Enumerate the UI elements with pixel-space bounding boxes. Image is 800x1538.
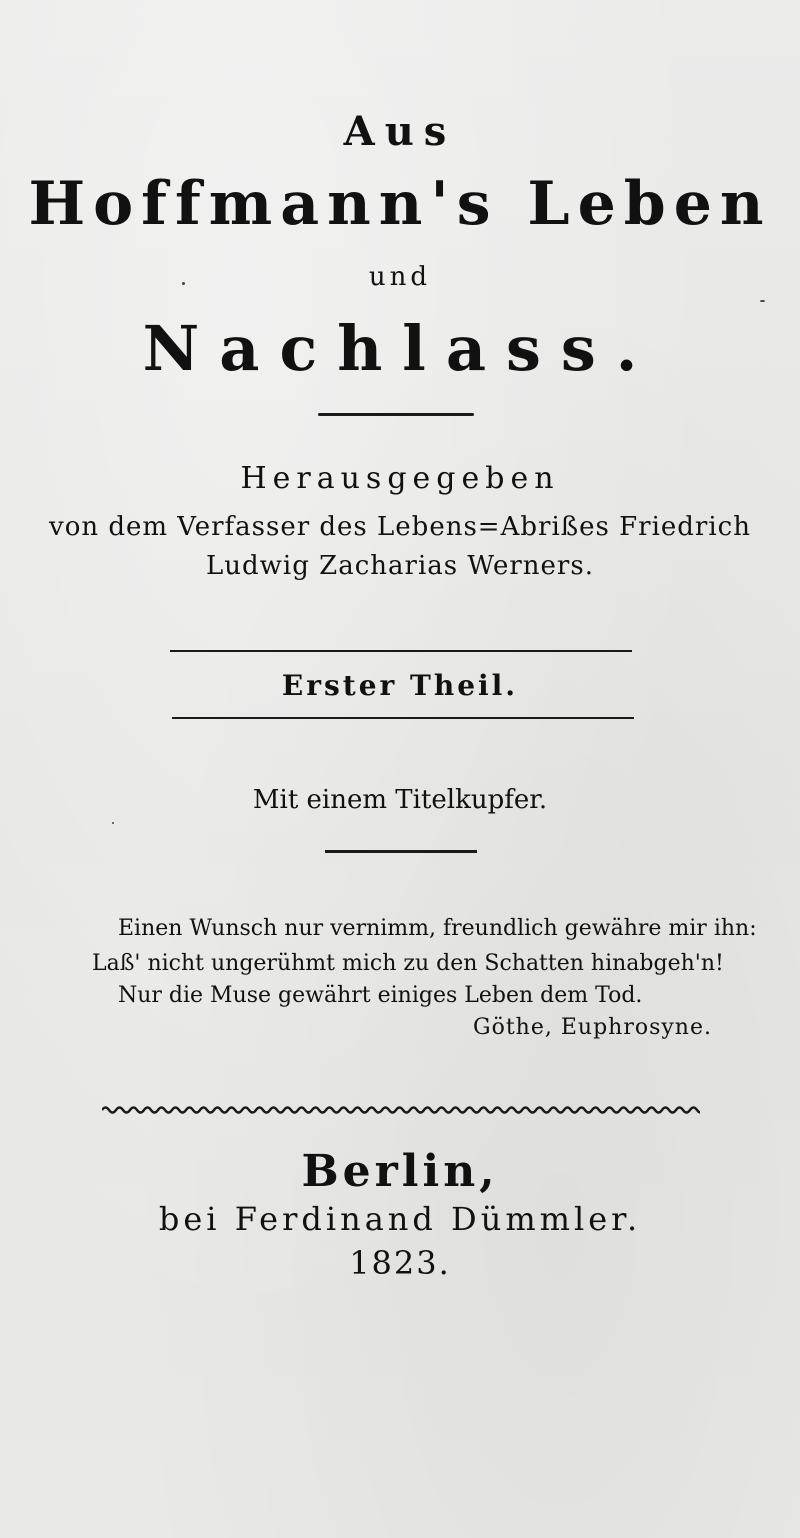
title-divider bbox=[318, 413, 474, 416]
paper-speck bbox=[760, 300, 765, 302]
title-line-nachlass: Nachlass. bbox=[142, 312, 658, 385]
epigraph-line: Einen Wunsch nur vernimm, freundlich gewähre mir ihn: bbox=[118, 916, 757, 941]
editor-line-3: Ludwig Zacharias Werners. bbox=[206, 551, 594, 581]
volume-top-rule bbox=[170, 650, 632, 652]
frontispiece-note: Mit einem Titelkupfer. bbox=[252, 785, 548, 815]
epigraph-attribution: Göthe, Euphrosyne. bbox=[473, 1015, 712, 1040]
imprint-place: Berlin, bbox=[301, 1146, 499, 1197]
title-line-aus: Aus bbox=[343, 108, 457, 155]
imprint-year: 1823. bbox=[349, 1244, 451, 1282]
epigraph-line: Nur die Muse gewährt einiges Leben dem Tod. bbox=[118, 983, 643, 1008]
volume-label: Erster Theil. bbox=[281, 669, 519, 702]
paper-speck bbox=[182, 282, 185, 285]
title-line-und: und bbox=[368, 262, 432, 292]
epigraph-line: Laß' nicht ungerühmt mich zu den Schatten hinabgeh'n! bbox=[92, 951, 724, 976]
paper-speck bbox=[112, 822, 114, 824]
frontispiece-divider bbox=[325, 850, 477, 853]
title-line-main: Hoffmann's Leben bbox=[28, 169, 772, 239]
editor-line-2: von dem Verfasser des Lebens=Abrißes Friedrich bbox=[49, 512, 751, 542]
imprint-publisher: bei Ferdinand Dümmler. bbox=[158, 1200, 642, 1238]
volume-bottom-rule bbox=[172, 717, 634, 719]
editor-heading: Herausgegeben bbox=[240, 461, 560, 496]
wavy-ornament-rule bbox=[102, 1104, 700, 1116]
